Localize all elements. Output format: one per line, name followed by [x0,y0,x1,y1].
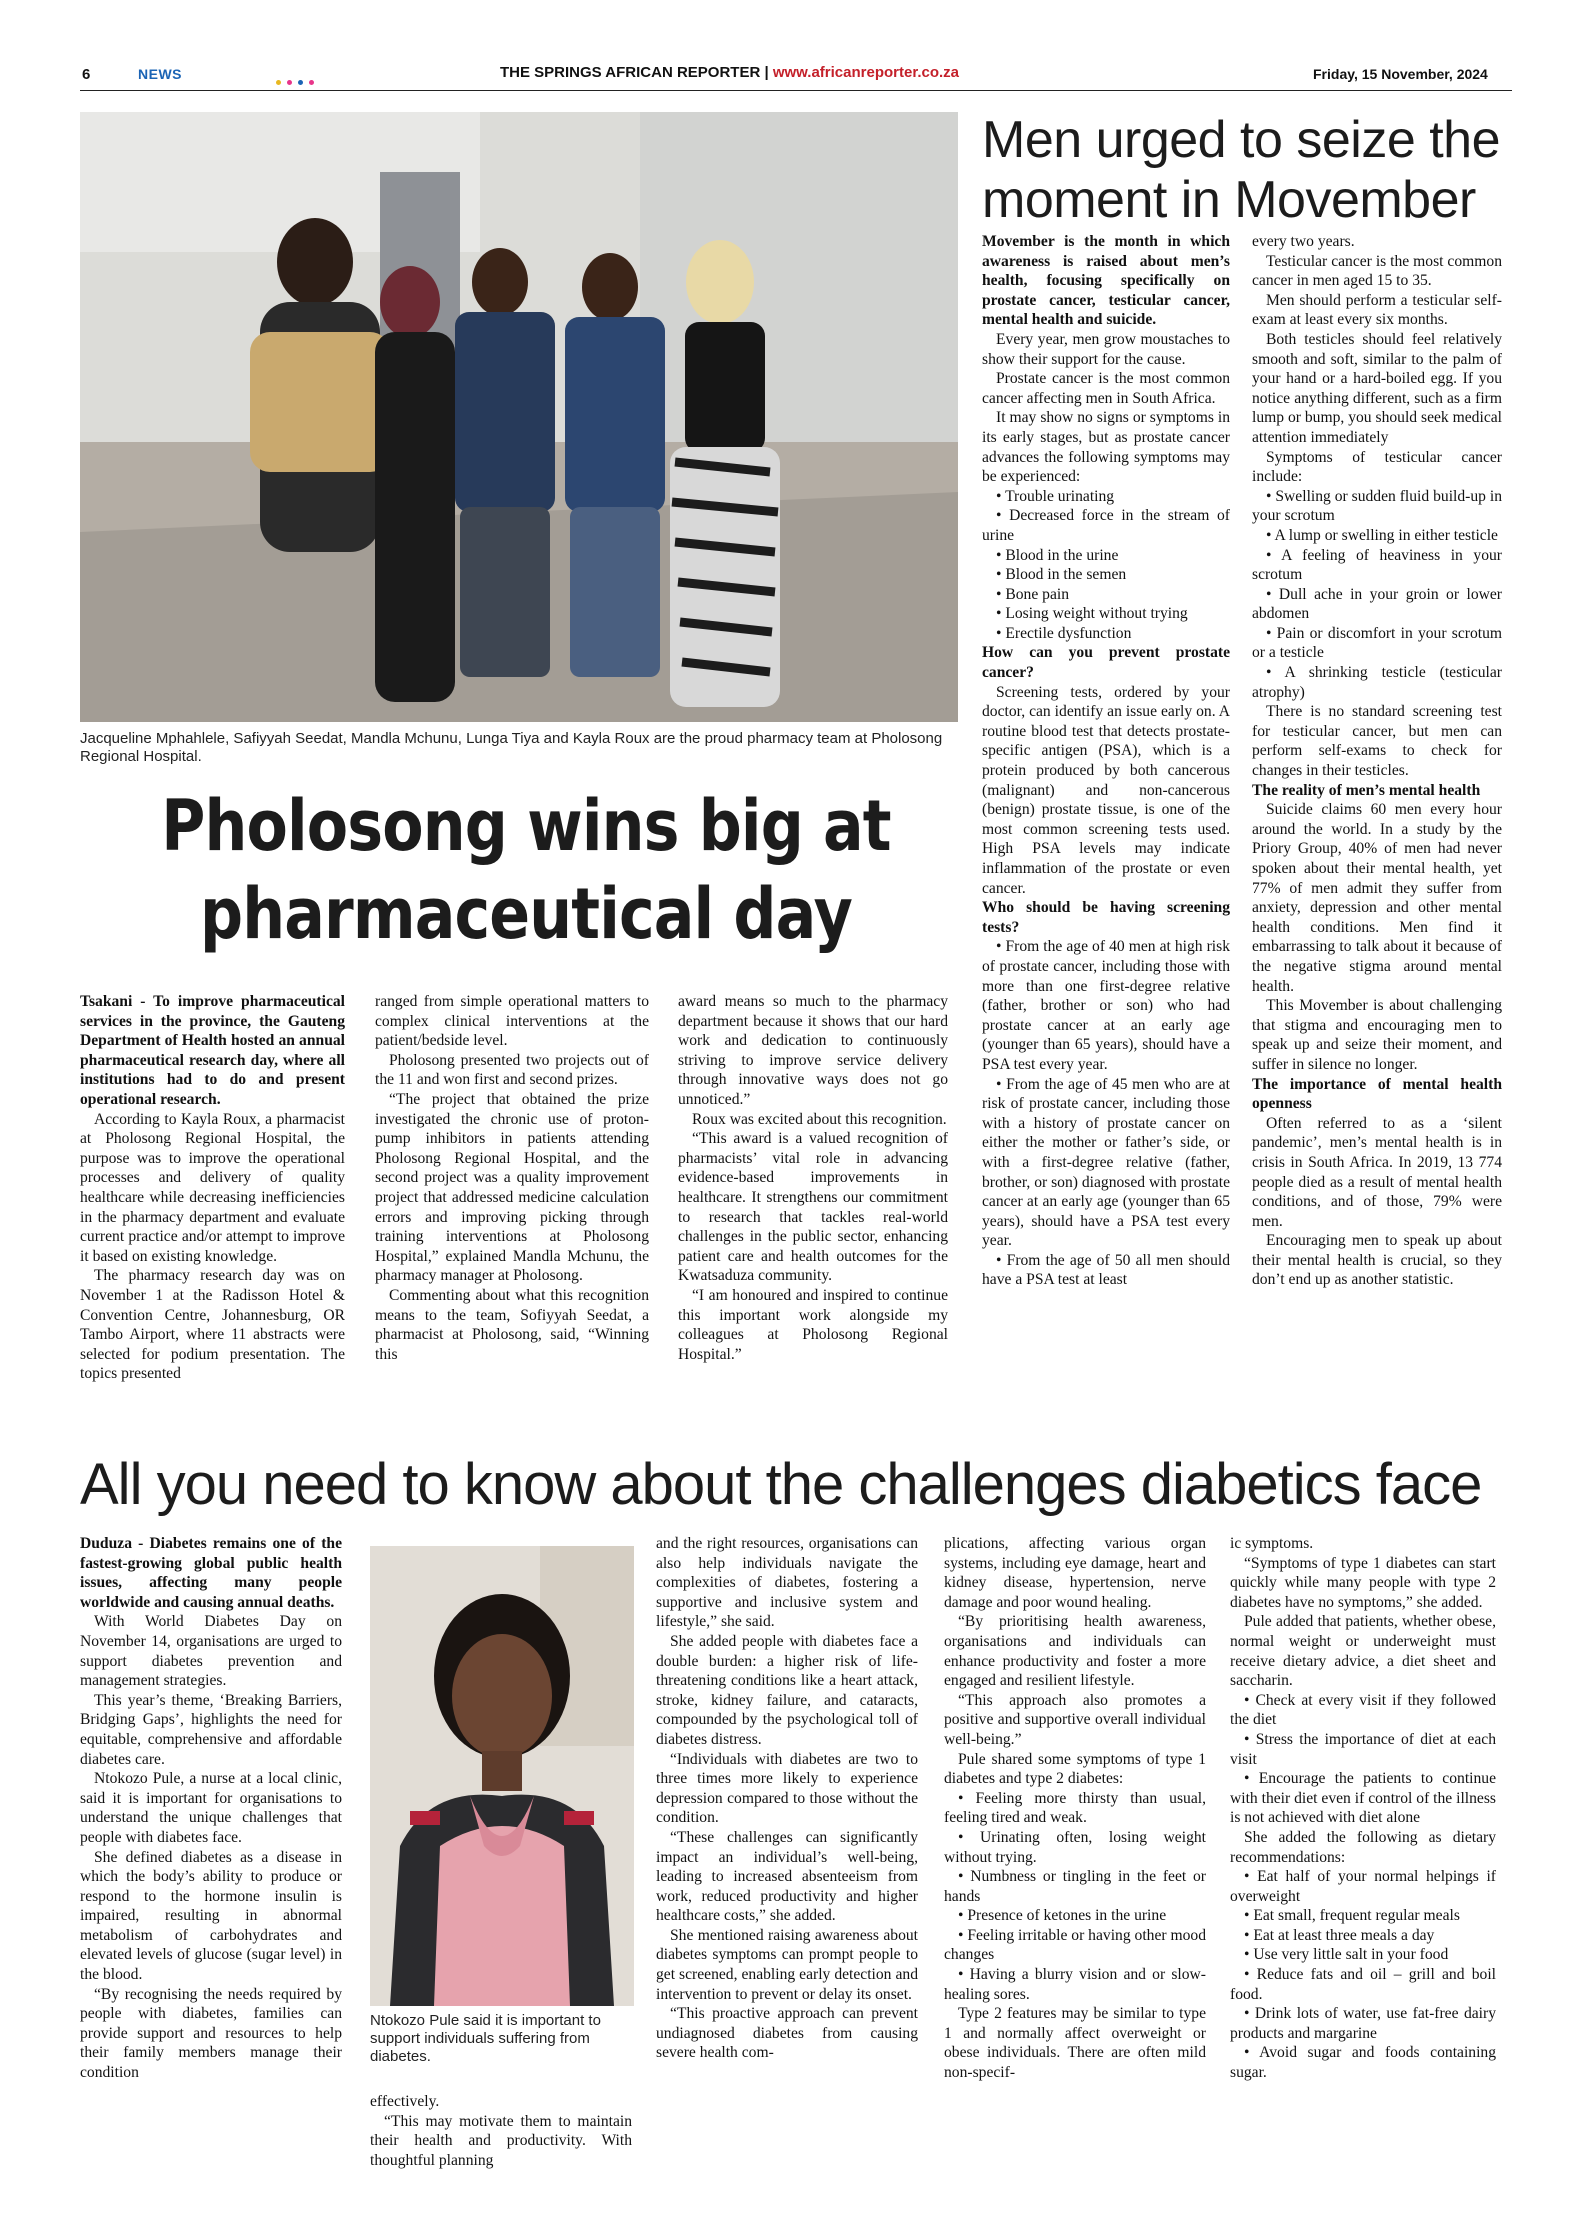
paragraph: “These challenges can significantly impact an individual’s well-being, leading to increased absenteeism from work, reduced productivity and higher healthcare costs,” she added. [656,1828,918,1925]
paragraph: It may show no signs or symptoms in its early stages, but as prostate cancer advances the following symptoms may be experienced: [982,409,1230,486]
paragraph: Pule added that patients, whether obese, normal weight or underweight must receive dietary advice, a diet sheet and saccharin. [1230,1613,1496,1690]
paragraph: Pholosong presented two projects out of the 11 and won first and second prizes. [375,1051,649,1089]
paragraph: “This may motivate them to maintain their health and productivity. With thoughtful planning [370,2112,632,2169]
paragraph: “Symptoms of type 1 diabetes can start quickly while many people with type 2 diabetes have no symptoms,” she added. [1230,1554,1496,1611]
bullet-item: • Numbness or tingling in the feet or hands [944,1868,1206,1905]
pule-photo-caption: Ntokozo Pule said it is important to support individuals suffering from diabetes. [370,2012,601,2065]
bullet-item: • Trouble urinating [996,487,1115,505]
paragraph: Prostate cancer is the most common cancer affecting men in South Africa. [982,370,1230,407]
paragraph: With World Diabetes Day on November 14, organisations are urged to support diabetes prevention and management strategies. [80,1613,342,1690]
bullet-item: • Feeling irritable or having other mood changes [944,1926,1206,1964]
bullet-item: • Decreased force in the stream of urine [982,507,1230,544]
publication-line [500,64,959,81]
bullet-item: • From the age of 50 all men should have a PSA test at least [982,1251,1230,1289]
bullet-item: • Drink lots of water, use fat-free dairy products and margarine [1230,2005,1496,2042]
bullet-item: • Pain or discomfort in your scrotum or a testicle [1252,624,1502,662]
paragraph: This Movember is about challenging that stigma and encouraging men to speak up and seize their moment, and suffer in silence no longer. [1252,997,1502,1073]
movember-headline: Men urged to seize the moment in Movember [982,111,1500,229]
bullet-item: • A shrinking testicle (testicular atrophy) [1252,664,1502,701]
paragraph: Often referred to as a ‘silent pandemic’, men’s mental health is in crisis in South Africa. In 2019, 13 774 people died as a result of mental health conditions, and of those, 79% were men. [1252,1114,1502,1230]
bullet-item: • Feeling more thirsty than usual, feeling tired and weak. [944,1789,1206,1827]
publication-name: THE SPRINGS AFRICAN REPORTER [500,64,761,81]
paragraph: According to Kayla Roux, a pharmacist at Pholosong Regional Hospital, the purpose was to improve the operational processes and delivery of quality healthcare while decreasing inefficiencies in the pharmacy department and evaluate current practice and/or attempt to improve it based on existing knowledge. [80,1110,345,1265]
paragraph: There is no standard screening test for testicular cancer, but men can perform self-exams to check for changes in their testicles. [1252,703,1502,780]
pholosong-column-3 [678,992,948,1364]
diabetics-headline: All you need to know about the challenges diabetics face [80,1452,1482,1517]
bullet-item: • Blood in the semen [996,566,1127,584]
bullet-item: • Reduce fats and oil – grill and boil food. [1230,1966,1496,2003]
paragraph: Type 2 features may be similar to type 1 and normally affect overweight or obese individuals. There are often mild non-specif- [944,2005,1206,2082]
bullet-item: • From the age of 40 men at high risk of prostate cancer, including those with more than one first-degree relative (father, brother or son) who had prostate cancer at an early age (younger than 65 years), should have a PSA test every year. [982,938,1230,1073]
bullet-item: • Presence of ketones in the urine [958,1907,1167,1925]
bullet-item: • Dull ache in your groin or lower abdomen [1252,585,1502,623]
bullet-item: • Eat small, frequent regular meals [1244,1907,1460,1925]
issue-date: Friday, 15 November, 2024 [1313,66,1488,82]
paragraph: She added the following as dietary recommendations: [1230,1828,1496,1866]
paragraph: She defined diabetes as a disease in which the body’s ability to produce or respond to the hormone insulin is impaired, resulting in abnormal metabolism of carbohydrates and elevated levels of glucose (sugar level) in the blood. [80,1848,342,1984]
paragraph: “Individuals with diabetes are two to three times more likely to experience depression compared to those without the condition. [656,1750,918,1827]
paragraph: “By prioritising health awareness, organisations and individuals can enhance productivity and foster a more engaged and resilient lifestyle. [944,1613,1206,1690]
paragraph: and the right resources, organisations can also help individuals navigate the complexities of diabetes, fostering a supportive and inclusive system and lifestyle,” she said. [656,1535,918,1631]
bullet-item: • Stress the importance of diet at each visit [1230,1730,1496,1768]
diabetes-column-4 [944,1534,1206,2083]
paragraph: award means so much to the pharmacy department because it shows that our hard work and dedication to continuously striving to improve service delivery through innovative ways does not go unnoticed.” [678,993,948,1108]
paragraph: Both testicles should feel relatively smooth and soft, similar to the palm of your hand or a hard-boiled egg. If you notice anything different, such as a firm lump or bump, you should seek medical attention immediately [1252,330,1502,446]
paragraph: “By recognising the needs required by people with diabetes, families can provide support and resources to help their family members manage their condition [80,1985,342,2082]
header-rule [80,90,1512,91]
paragraph: Screening tests, ordered by your doctor, can identify an issue early on. A routine blood test that detects prostate-specific antigen (PSA), which is a protein produced by both cancerous (malignant) and non-cancerous (benign) prostate tissue, is one of the most common screening tests used. High PSA levels may indicate inflammation of the prostate or even cancer. [982,683,1230,897]
paragraph: She added people with diabetes face a double burden: a higher risk of life-threatening conditions like a heart attack, stroke, kidney failure, and cataracts, compounded by the psychological toll of diabetes distress. [656,1632,918,1748]
bullet-item: • A feeling of heaviness in your scrotum [1252,546,1502,584]
pharmacy-team-illustration [80,112,958,722]
section-label: NEWS [138,66,182,82]
section-dots [276,72,320,90]
pholosong-headline: Pholosong wins big at pharmaceutical day [161,785,891,955]
paragraph: She mentioned raising awareness about diabetes symptoms can prompt people to get screened, enabling early detection and intervention to prevent or delay its onset. [656,1926,918,2003]
bullet-item: • From the age of 45 men who are at risk of prostate cancer, including those with a history of prostate cancer on either the mother or father’s side, or with a first-degree relative (father, brother, or son) diagnosed with prostate cancer at an early age (younger than 65 years), should have a PSA test every year. [982,1075,1230,1250]
bullet-item: • Eat at least three meals a day [1244,1926,1435,1944]
bullet-item: • Swelling or sudden fluid build-up in your scrotum [1252,487,1502,525]
paragraph: Ntokozo Pule, a nurse at a local clinic, said it is important for organisations to understand the unique challenges that people with diabetes face. [80,1770,342,1846]
paragraph: “The project that obtained the prize investigated the chronic use of proton-pump inhibitors in patients attending Pholosong Regional Hospital, and the second project was a quality improvement project that addressed medicine calculation errors and improving picking through training interventions at Pholosong Hospital,” explained Mandla Mchunu, the pharmacy manager at Pholosong. [375,1090,649,1285]
bullet-item: • Having a blurry vision and or slow-healing sores. [944,1966,1206,2003]
publication-url[interactable]: www.africanreporter.co.za [772,64,960,81]
subheading: The importance of mental health openness [1252,1075,1502,1113]
paragraph: Men should perform a testicular self-exam at least every six months. [1252,291,1502,329]
diabetes-column-3 [656,1534,918,2063]
ntokozo-pule-illustration [370,1546,634,2006]
paragraph: every two years. [1252,233,1355,250]
paragraph: “This proactive approach can prevent undiagnosed diabetes from causing severe health com- [656,2005,918,2062]
team-photo-caption: Jacqueline Mphahlele, Safiyyah Seedat, Mandla Mchunu, Lunga Tiya and Kayla Roux are the proud pharmacy team at Pholosong Regional Hospital. [80,730,943,765]
bullet-item: • Urinating often, losing weight without trying. [944,1828,1206,1866]
paragraph: “This award is a valued recognition of pharmacists’ vital role in advancing evidence-based improvements in healthcare. It strengthens our commitment to research that tackles real-world challenges in the public sector, enhancing patient care and health outcomes for the Kwatsaduza community. [678,1130,948,1285]
bullet-item: • Eat half of your normal helpings if overweight [1230,1868,1496,1905]
pharmacy-team-photo [80,112,958,722]
dot-1 [276,80,281,85]
subheading: Tsakani - To improve pharmaceutical services in the province, the Gauteng Department of Health hosted an annual pharmaceutical research day, where all institutions had to do and present operational research. [80,993,345,1108]
diabetes-column-1 [80,1534,342,2083]
movember-column-2 [1252,232,1502,1290]
paragraph: effectively. [370,2093,440,2110]
bullet-item: • Losing weight without trying [996,605,1188,623]
bullet-item: • Erectile dysfunction [996,624,1132,642]
movember-column-1 [982,232,1230,1290]
subheading: Duduza - Diabetes remains one of the fastest-growing global public health issues, affecting many people worldwide and causing annual deaths. [80,1535,342,1611]
dot-3 [298,80,303,85]
paragraph: Encouraging men to speak up about their mental health is crucial, so they don’t end up as another statistic. [1252,1232,1502,1289]
paragraph: “This approach also promotes a positive and supportive overall individual well-being.” [944,1691,1206,1748]
bullet-item: • Blood in the urine [996,546,1119,564]
bullet-item: • A lump or swelling in either testicle [1266,526,1498,544]
bullet-item: • Use very little salt in your food [1244,1946,1449,1964]
diabetes-column-5 [1230,1534,1496,2083]
dot-2 [287,80,292,85]
pholosong-column-1 [80,992,345,1384]
paragraph: ranged from simple operational matters to complex clinical interventions at the patient/bedside level. [375,993,649,1050]
paragraph: Testicular cancer is the most common cancer in men aged 15 to 35. [1252,252,1502,290]
bullet-item: • Bone pain [996,585,1070,603]
paragraph: “I am honoured and inspired to continue this important work alongside my colleagues at Pholosong Regional Hospital.” [678,1286,948,1363]
paragraph: Every year, men grow moustaches to show their support for the cause. [982,330,1230,368]
subheading: How can you prevent prostate cancer? [982,644,1230,682]
ntokozo-pule-photo [370,1546,634,2006]
publication-separator: | [764,64,769,81]
pholosong-column-2 [375,992,649,1364]
bullet-item: • Avoid sugar and foods containing sugar. [1230,2044,1496,2082]
subheading: The reality of men’s mental health [1252,781,1481,799]
paragraph: Commenting about what this recognition means to the team, Sofiyyah Seedat, a pharmacist at Pholosong, said, “Winning this [375,1286,649,1363]
paragraph: The pharmacy research day was on November 1 at the Radisson Hotel & Convention Centre, Johannesburg, OR Tambo Airport, where 11 abstracts were selected for podium presentation. The topics presented [80,1267,345,1383]
paragraph: ic symptoms. [1230,1535,1314,1552]
paragraph: Roux was excited about this recognition. [692,1110,947,1128]
dot-4 [309,80,314,85]
paragraph: This year’s theme, ‘Breaking Barriers, Bridging Gaps’, highlights the need for equitable, comprehensive and affordable diabetes care. [80,1691,342,1768]
subheading: Who should be having screening tests? [982,899,1230,936]
paragraph: Symptoms of testicular cancer include: [1252,448,1502,486]
paragraph: plications, affecting various organ systems, including eye damage, heart and kidney disease, hypertension, nerve damage and poor wound healing. [944,1535,1206,1611]
subheading: Movember is the month in which awareness is raised about men’s health, focusing specifically on prostate cancer, testicular cancer, mental health and suicide. [982,233,1230,329]
diabetes-column-2 [370,2092,632,2170]
bullet-item: • Check at every visit if they followed the diet [1230,1691,1496,1729]
paragraph: Pule shared some symptoms of type 1 diabetes and type 2 diabetes: [944,1750,1206,1788]
page-number: 6 [82,66,91,83]
paragraph: Suicide claims 60 men every hour around the world. In a study by the Priory Group, 40% of men had never spoken about their mental health, yet 77% of men admit they suffer from anxiety, depression and other mental health conditions. Men find it embarrassing to talk about it because of the negative stigma around mental health. [1252,801,1502,995]
bullet-item: • Encourage the patients to continue with their diet even if control of the illness is not achieved with diet alone [1230,1770,1496,1827]
